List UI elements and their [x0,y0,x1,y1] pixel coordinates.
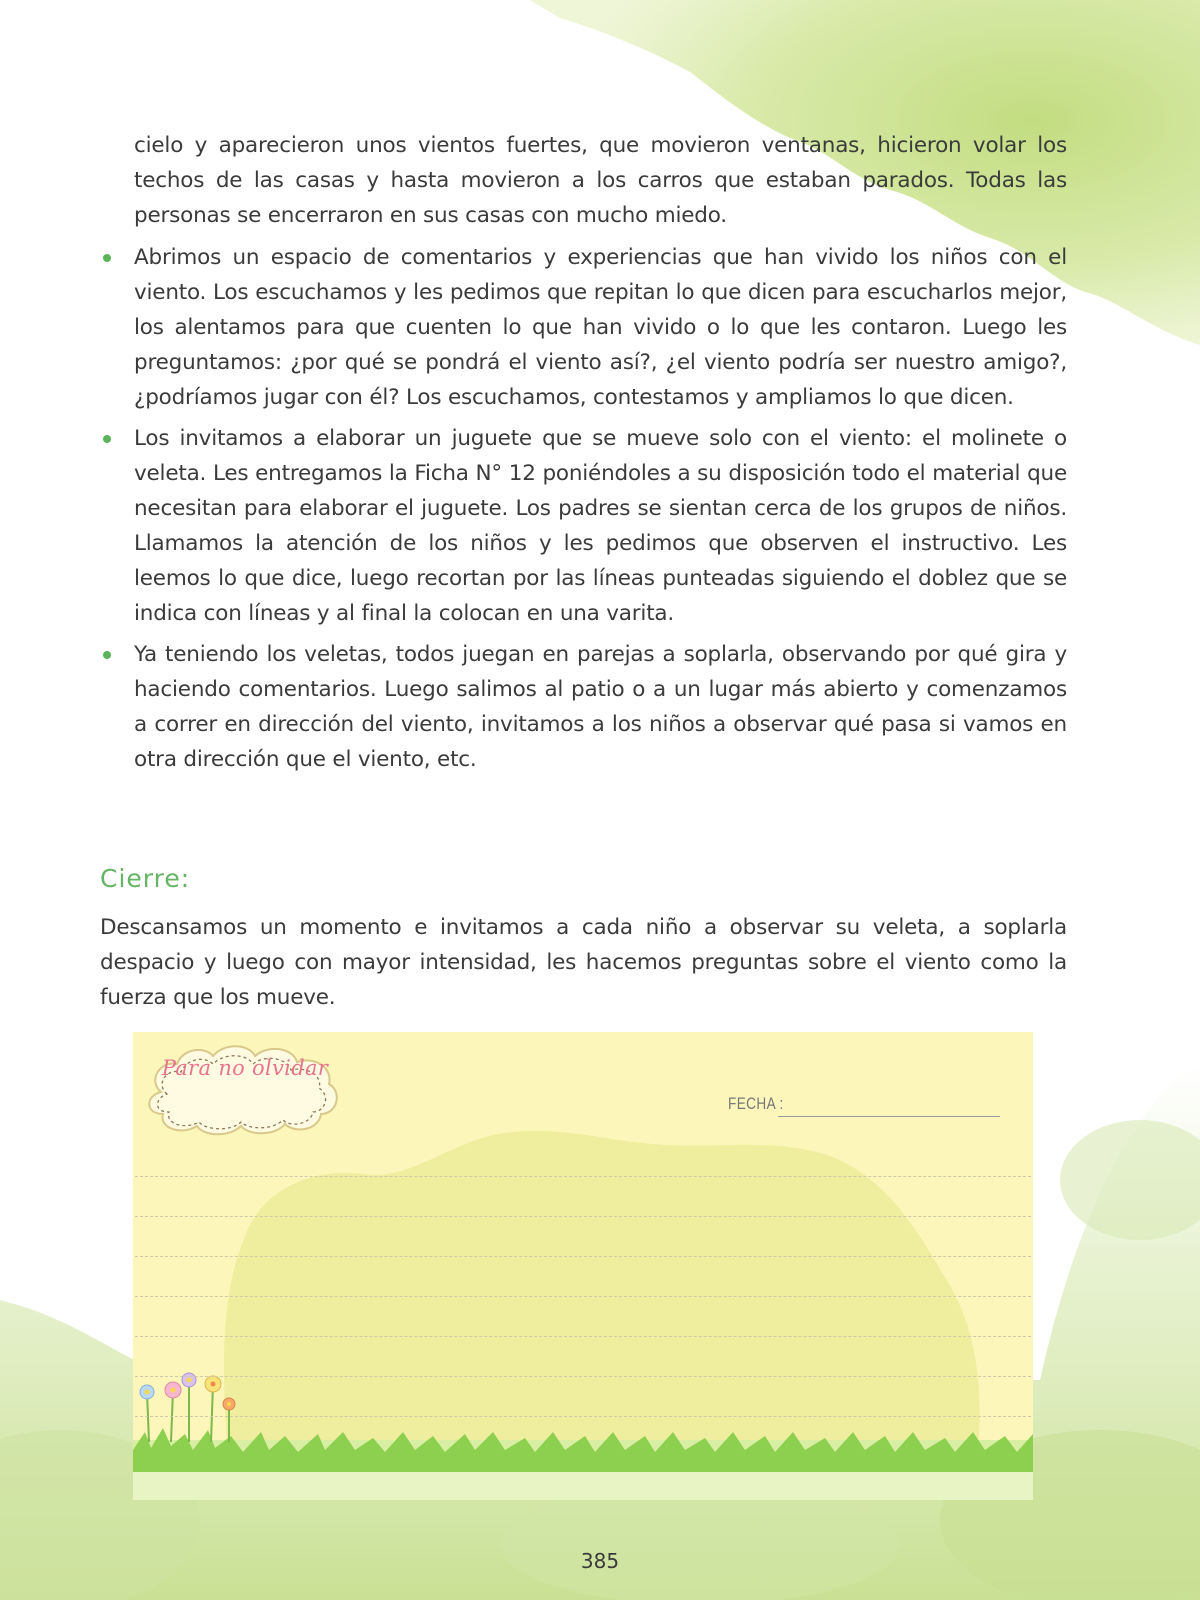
list-item-text: Los invitamos a elaborar un juguete que se mueve solo con el viento: el molinete o veleta. Les entregamos la Ficha N° 12 poniéndoles a su disposición todo el material que necesitan para elaborar el juguete. Los padres se sientan cerca de los grupos de niños. Llamamos la atención de los niños y les pedimos que observen el instructivo. Les leemos lo que dice, luego recortan por las líneas punteadas siguiendo el doblez que se indica con líneas y al final la colocan en una varita. [134,426,1067,626]
page-number: 385 [580,1549,620,1573]
notes-card-illustration [133,1032,1033,1500]
notes-card [133,1032,1033,1500]
writing-line[interactable] [135,1176,1031,1177]
writing-line[interactable] [135,1256,1031,1257]
list-item [134,421,1067,631]
list-item-text: Abrimos un espacio de comentarios y experiencias que han vivido los niños con el viento. Los escuchamos y les pedimos que repitan lo que dicen para escucharlos mejor, los alentamos para que cuenten lo que han vivido o lo que les contaron. Luego les preguntamos: ¿por qué se pondrá el viento así?, ¿el viento podría ser nuestro amigo?, ¿podríamos jugar con él? Los escuchamos, contestamos y ampliamos lo que dicen. [134,245,1067,410]
list-item [134,637,1067,777]
writing-line[interactable] [135,1336,1031,1337]
writing-line[interactable] [135,1296,1031,1297]
section-heading: Cierre: [100,864,191,893]
bullet-icon [103,254,111,262]
list-item-text: Ya teniendo los veletas, todos juegan en parejas a soplarla, observando por qué gira y haciendo comentarios. Luego salimos al patio o a un lugar más abierto y comenzamos a correr en dirección del viento, invitamos a los niños a observar qué pasa si vamos en otra dirección que el viento, etc. [134,642,1067,772]
green-blob-shape [224,1131,980,1452]
flowers-icon [140,1373,235,1442]
intro-paragraph: cielo y aparecieron unos vientos fuertes, que movieron ventanas, hicieron volar los techos de las casas y hasta movieron a los carros que estaban parados. Todas las personas se encerraron en sus casas con mucho miedo. [134,133,1067,228]
note-badge-label: Para no olvidar [161,1056,329,1080]
writing-line[interactable] [135,1416,1031,1417]
writing-line[interactable] [135,1376,1031,1377]
date-field-line[interactable] [778,1116,1000,1117]
closing-paragraph: Descansamos un momento e invitamos a cada niño a observar su veleta, a soplarla despacio y luego con mayor intensidad, les hacemos preguntas sobre el viento como la fuerza que los mueve. [100,915,1067,1010]
bullet-icon [103,435,111,443]
writing-line[interactable] [135,1216,1031,1217]
bullet-icon [103,651,111,659]
date-label: FECHA : [728,1094,784,1113]
activity-list [0,240,1200,783]
list-item [134,240,1067,415]
